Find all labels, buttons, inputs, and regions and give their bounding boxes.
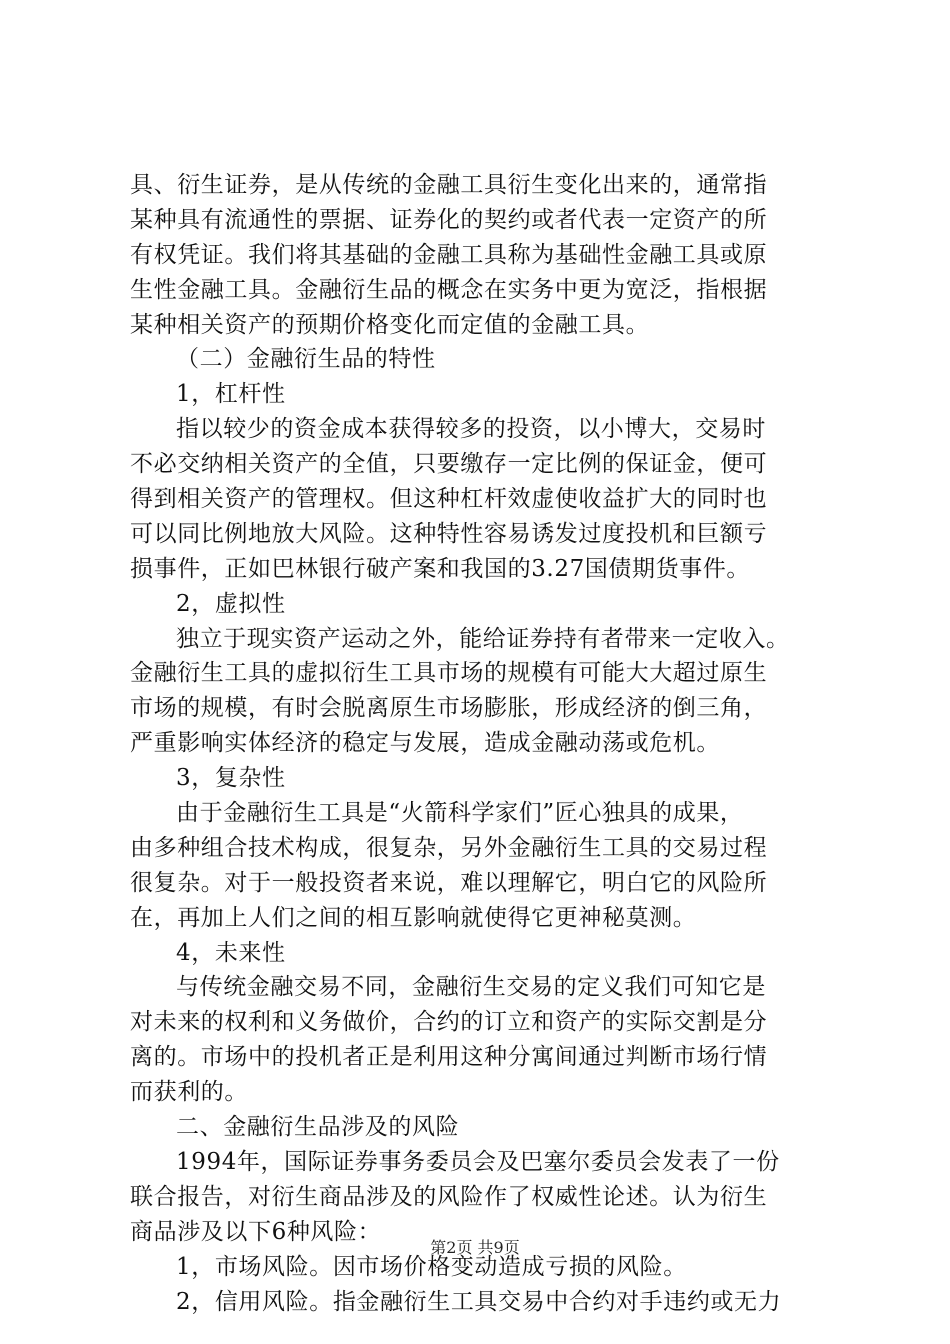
text-line: 联合报告，对衍生商品涉及的风险作了权威性论述。认为衍生 (130, 1183, 768, 1210)
text-line: 离的。市场中的投机者正是利用这种分寓间通过判断市场行情 (130, 1044, 768, 1071)
text-line: 由于金融衍生工具是“火箭科学家们”匠心独具的成果， (176, 800, 744, 827)
text-line: 某种具有流通性的票据、证券化的契约或者代表一定资产的所 (130, 206, 768, 233)
text-line: 严重影响实体经济的稳定与发展，造成金融动荡或危机。 (130, 730, 720, 757)
text-line: 可以同比例地放大风险。这种特性容易诱发过度投机和巨额亏 (130, 520, 768, 547)
text-line: 生性金融工具。金融衍生品的概念在实务中更为宽泛，指根据 (130, 276, 768, 303)
text-line: 很复杂。对于一般投资者来说，难以理解它，明白它的风险所 (130, 869, 768, 896)
text-line: 市场的规模，有时会脱离原生市场膨胀，形成经济的倒三角， (130, 695, 768, 722)
page-footer: 第2页 共9页 (430, 1238, 520, 1257)
text-line: 4，未来性 (176, 939, 286, 966)
text-line: 有权凭证。我们将其基础的金融工具称为基础性金融工具或原 (130, 241, 768, 268)
text-line: 对未来的权利和义务做价，合约的订立和资产的实际交割是分 (130, 1009, 768, 1036)
text-line: 1，杠杆性 (176, 381, 286, 408)
text-line: 某种相关资产的预期价格变化而定值的金融工具。 (130, 311, 650, 338)
text-line: 二、金融衍生品涉及的风险 (176, 1114, 460, 1141)
text-line: 不必交纳相关资产的全值，只要缴存一定比例的保证金，便可 (130, 451, 768, 478)
text-line: 在，再加上人们之间的相互影响就使得它更神秘莫测。 (130, 904, 697, 931)
text-line: （二）金融衍生品的特性 (176, 346, 436, 373)
text-line: 具、衍生证券，是从传统的金融工具衍生变化出来的，通常指 (130, 172, 768, 198)
text-line: 得到相关资产的管理权。但这种杠杆效虚使收益扩大的同时也 (130, 486, 768, 513)
text-line: 1994年，国际证券事务委员会及巴塞尔委员会发表了一份 (176, 1148, 780, 1175)
text-line: 指以较少的资金成本获得较多的投资，以小博大，交易时 (176, 416, 766, 443)
text-line: 金融衍生工具的虚拟衍生工具市场的规模有可能大大超过原生 (130, 660, 768, 687)
text-line: 2，虚拟性 (176, 590, 286, 617)
text-line: 2，信用风险。指金融衍生工具交易中合约对手违约或无力 (176, 1288, 782, 1315)
text-line: 1，市场风险。因市场价格变动造成亏损的风险。 (176, 1253, 687, 1280)
text-line: 商品涉及以下6种风险： (130, 1218, 382, 1245)
text-line: 3，复杂性 (176, 765, 286, 792)
text-line: 由多种组合技术构成，很复杂，另外金融衍生工具的交易过程 (130, 834, 768, 861)
document-body (130, 168, 830, 1319)
text-line: 与传统金融交易不同，金融衍生交易的定义我们可知它是 (176, 974, 766, 1001)
text-line: 独立于现实资产运动之外，能给证券持有者带来一定收入。 (176, 625, 790, 652)
text-line: 损事件，正如巴林银行破产案和我国的3.27国债期货事件。 (130, 555, 751, 582)
text-line: 而获利的。 (130, 1079, 248, 1106)
